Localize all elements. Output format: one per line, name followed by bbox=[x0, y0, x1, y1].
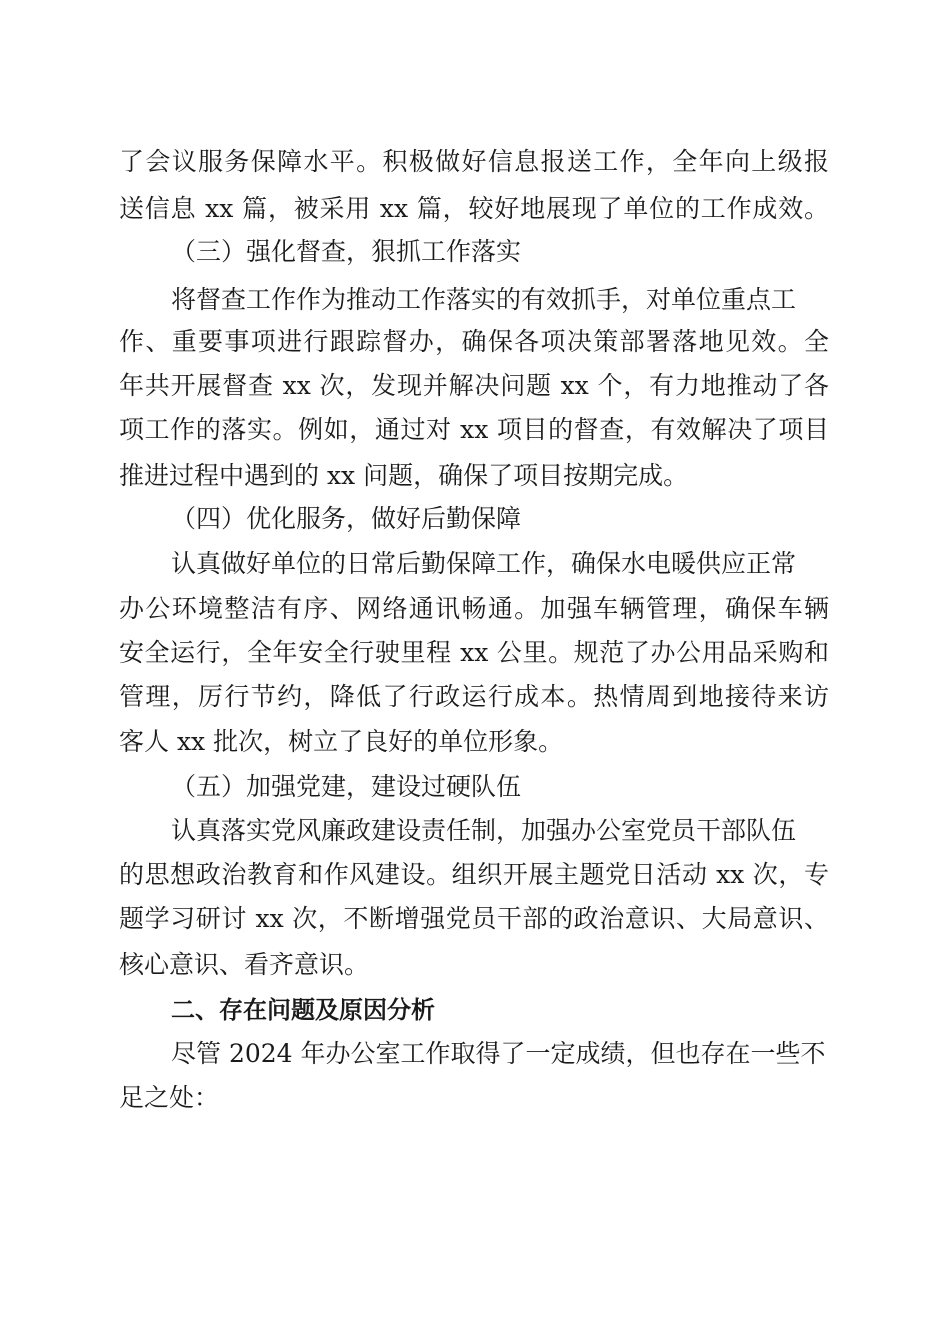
body-line: 尽管 2024 年办公室工作取得了一定成绩，但也存在一些不 bbox=[171, 1039, 826, 1068]
body-line: 认真做好单位的日常后勤保障工作，确保水电暖供应正常 bbox=[171, 549, 797, 578]
section-heading-3: （三）强化督查，狠抓工作落实 bbox=[171, 237, 522, 266]
body-line: 题学习研讨 xx 次，不断增强党员干部的政治意识、大局意识、 bbox=[119, 904, 829, 933]
body-line: 推进过程中遇到的 xx 问题，确保了项目按期完成。 bbox=[119, 461, 689, 490]
body-line: 的思想政治教育和作风建设。组织开展主题党日活动 xx 次，专 bbox=[119, 860, 829, 889]
body-line: 足之处： bbox=[119, 1083, 220, 1112]
body-line: 了会议服务保障水平。积极做好信息报送工作，全年向上级报 bbox=[119, 147, 829, 176]
body-line: 管理，厉行节约，降低了行政运行成本。热情周到地接待来访 bbox=[119, 682, 829, 711]
body-line: 核心意识、看齐意识。 bbox=[119, 950, 370, 979]
body-line: 项工作的落实。例如，通过对 xx 项目的督查，有效解决了项目 bbox=[119, 415, 829, 444]
body-line: 认真落实党风廉政建设责任制，加强办公室党员干部队伍 bbox=[171, 816, 797, 845]
body-line: 年共开展督查 xx 次，发现并解决问题 xx 个，有力地推动了各 bbox=[119, 371, 829, 400]
body-line: 作、重要事项进行跟踪督办，确保各项决策部署落地见效。全 bbox=[119, 327, 829, 356]
section-heading-5: （五）加强党建，建设过硬队伍 bbox=[171, 772, 522, 801]
section-heading-4: （四）优化服务，做好后勤保障 bbox=[171, 504, 522, 533]
body-line: 安全运行，全年安全行驶里程 xx 公里。规范了办公用品采购和 bbox=[119, 638, 829, 667]
chapter-heading: 二、存在问题及原因分析 bbox=[171, 996, 435, 1024]
body-line: 送信息 xx 篇，被采用 xx 篇，较好地展现了单位的工作成效。 bbox=[119, 194, 829, 223]
body-line: 将督查工作作为推动工作落实的有效抓手，对单位重点工 bbox=[171, 285, 797, 314]
body-line: 办公环境整洁有序、网络通讯畅通。加强车辆管理，确保车辆 bbox=[119, 594, 829, 623]
body-line: 客人 xx 批次，树立了良好的单位形象。 bbox=[119, 727, 564, 756]
